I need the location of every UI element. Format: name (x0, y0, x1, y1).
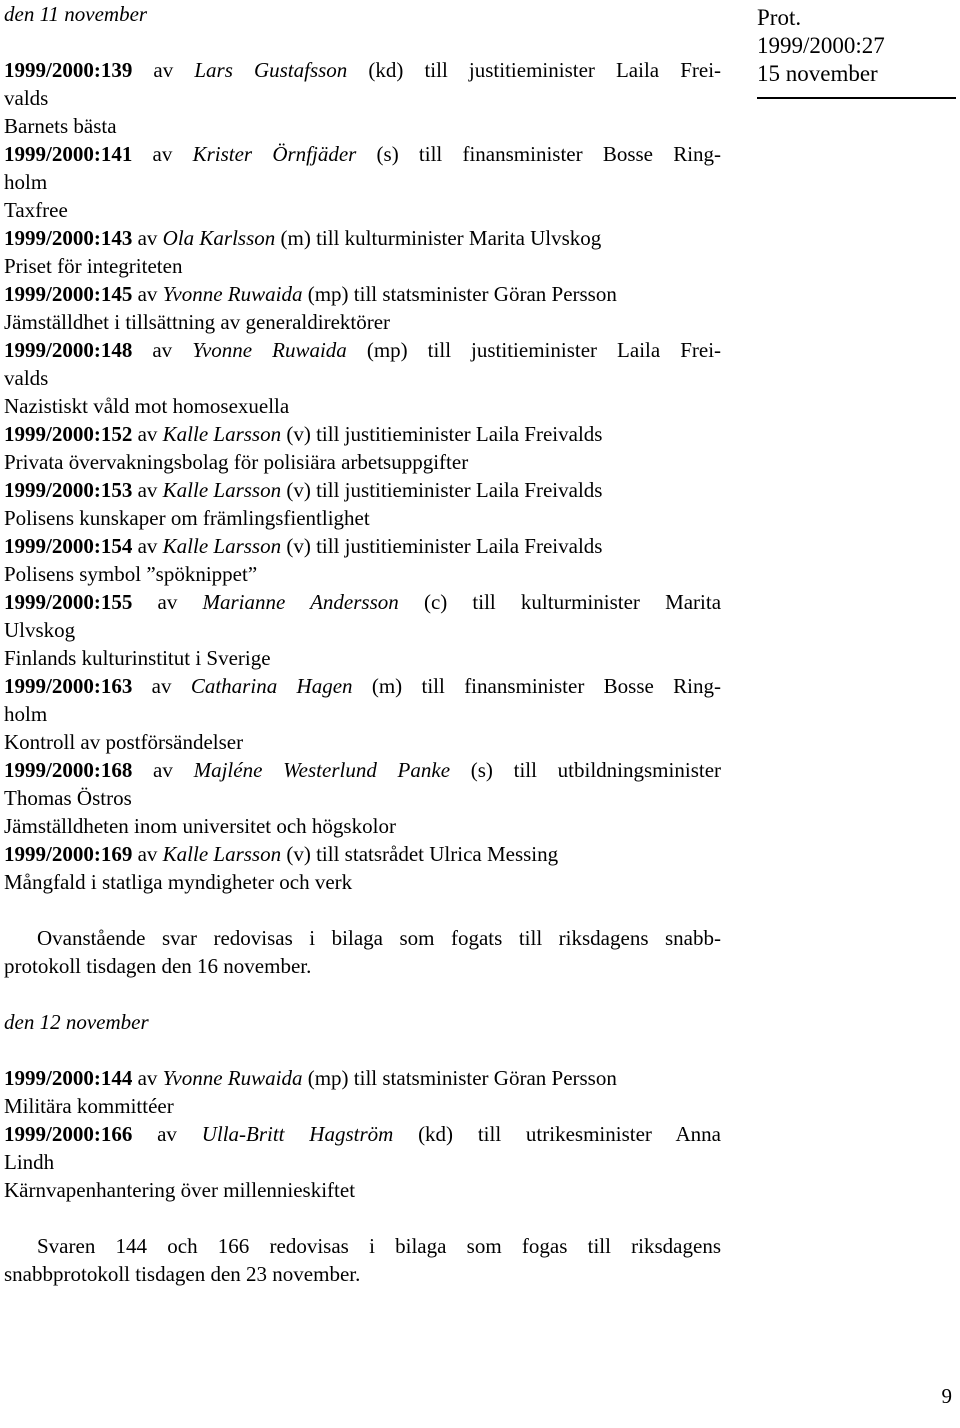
member-name: Yvonne Ruwaida (192, 338, 347, 362)
interpellation-line (4, 532, 721, 560)
interpellation-line (4, 672, 721, 700)
interpellation-title: Jämställdhet i tillsättning av generaldirektörer (4, 310, 391, 334)
by-word: av (153, 758, 173, 782)
interpellation-title: Taxfree (4, 198, 68, 222)
interpellation-line (4, 1064, 721, 1092)
interpellation-line (4, 224, 721, 252)
member-name: Kalle Larsson (162, 534, 282, 558)
recipient: (s) till finansminister Bosse Ring- (376, 142, 722, 166)
member-name: Ola Karlsson (162, 226, 276, 250)
interpellation-line (4, 420, 721, 448)
interpellation-id: 1999/2000:166 (4, 1122, 133, 1146)
recipient: (mp) till statsminister Göran Persson (307, 282, 617, 306)
interpellation-continuation: holm (4, 702, 48, 726)
interpellation-line (4, 140, 721, 168)
recipient: (s) till utbildningsminister (470, 758, 722, 782)
interpellation-continuation: valds (4, 366, 49, 390)
protocol-date: 15 november (757, 61, 878, 86)
by-word: av (137, 478, 158, 502)
page-number: 9 (941, 1384, 952, 1408)
member-name: Majléne Westerlund Panke (193, 758, 451, 782)
recipient: (v) till justitieminister Laila Freivalds (286, 422, 603, 446)
by-word: av (151, 674, 172, 698)
protocol-header (757, 4, 957, 88)
recipient: (v) till statsrådet Ulrica Messing (286, 842, 559, 866)
note-line: Ovanstående svar redovisas i bilaga som fogats till riksdagens snabb- (37, 926, 721, 950)
interpellation-id: 1999/2000:141 (4, 142, 133, 166)
by-word: av (137, 534, 158, 558)
interpellation-continuation: Lindh (4, 1150, 55, 1174)
interpellation-id: 1999/2000:152 (4, 422, 133, 446)
note-line: Svaren 144 och 166 redovisas i bilaga som fogas till riksdagens (37, 1234, 721, 1258)
by-word: av (153, 58, 174, 82)
recipient: (mp) till statsminister Göran Persson (307, 1066, 617, 1090)
member-name: Yvonne Ruwaida (162, 282, 303, 306)
interpellation-title: Polisens symbol ”spöknippet” (4, 562, 258, 586)
by-word: av (152, 338, 173, 362)
interpellation-id: 1999/2000:143 (4, 226, 133, 250)
interpellation-id: 1999/2000:163 (4, 674, 133, 698)
interpellation-continuation: Ulvskog (4, 618, 76, 642)
recipient: (v) till justitieminister Laila Freivalds (286, 478, 603, 502)
recipient: (c) till kulturminister Marita (423, 590, 722, 614)
section-date: den 12 november (4, 1010, 149, 1034)
member-name: Kalle Larsson (162, 842, 282, 866)
interpellation-title: Priset för integriteten (4, 254, 183, 278)
by-word: av (137, 842, 158, 866)
interpellation-title: Nazistiskt våld mot homosexuella (4, 394, 290, 418)
interpellation-id: 1999/2000:155 (4, 590, 133, 614)
by-word: av (137, 422, 158, 446)
interpellation-title: Militära kommittéer (4, 1094, 174, 1118)
by-word: av (152, 142, 173, 166)
protocol-label: Prot. (757, 5, 802, 30)
interpellation-id: 1999/2000:153 (4, 478, 133, 502)
interpellation-line (4, 588, 721, 616)
member-name: Lars Gustafsson (194, 58, 348, 82)
member-name: Marianne Andersson (202, 590, 399, 614)
interpellation-line (4, 336, 721, 364)
interpellation-line (4, 476, 721, 504)
interpellation-line (4, 756, 721, 784)
interpellation-continuation: valds (4, 86, 49, 110)
member-name: Kalle Larsson (162, 478, 282, 502)
interpellation-line (4, 56, 721, 84)
interpellation-id: 1999/2000:139 (4, 58, 133, 82)
member-name: Yvonne Ruwaida (162, 1066, 303, 1090)
interpellation-continuation: Thomas Östros (4, 786, 132, 810)
interpellation-id: 1999/2000:168 (4, 758, 133, 782)
interpellation-continuation: holm (4, 170, 48, 194)
interpellation-title: Mångfald i statliga myndigheter och verk (4, 870, 353, 894)
member-name: Catharina Hagen (190, 674, 353, 698)
recipient: (v) till justitieminister Laila Freivalds (286, 534, 603, 558)
recipient: (kd) till justitieminister Laila Frei- (368, 58, 722, 82)
protocol-number: 1999/2000:27 (757, 33, 885, 58)
interpellation-id: 1999/2000:154 (4, 534, 133, 558)
by-word: av (157, 590, 178, 614)
recipient: (m) till kulturminister Marita Ulvskog (280, 226, 602, 250)
interpellation-title: Jämställdheten inom universitet och högskolor (4, 814, 396, 838)
interpellation-title: Kärnvapenhantering över millennieskiftet (4, 1178, 356, 1202)
note-line: protokoll tisdagen den 16 november. (4, 954, 312, 978)
recipient: (m) till finansminister Bosse Ring- (371, 674, 722, 698)
interpellation-title: Finlands kulturinstitut i Sverige (4, 646, 271, 670)
by-word: av (157, 1122, 177, 1146)
interpellation-title: Privata övervakningsbolag för polisiära arbetsuppgifter (4, 450, 469, 474)
by-word: av (137, 226, 158, 250)
section-date: den 11 november (4, 2, 148, 26)
header-rule (757, 97, 956, 99)
interpellation-id: 1999/2000:145 (4, 282, 133, 306)
interpellation-title: Kontroll av postförsändelser (4, 730, 244, 754)
member-name: Krister Örnfjäder (192, 142, 357, 166)
interpellation-id: 1999/2000:144 (4, 1066, 133, 1090)
note-line: snabbprotokoll tisdagen den 23 november. (4, 1262, 361, 1286)
by-word: av (137, 282, 158, 306)
interpellation-line (4, 840, 721, 868)
recipient: (kd) till utrikesminister Anna (418, 1122, 721, 1146)
recipient: (mp) till justitieminister Laila Frei- (366, 338, 722, 362)
interpellation-id: 1999/2000:148 (4, 338, 133, 362)
interpellation-line (4, 1120, 721, 1148)
interpellation-id: 1999/2000:169 (4, 842, 133, 866)
member-name: Kalle Larsson (162, 422, 282, 446)
interpellation-title: Barnets bästa (4, 114, 117, 138)
interpellation-line (4, 280, 721, 308)
member-name: Ulla-Britt Hagström (201, 1122, 394, 1146)
by-word: av (137, 1066, 158, 1090)
interpellation-title: Polisens kunskaper om främlingsfientlighet (4, 506, 370, 530)
